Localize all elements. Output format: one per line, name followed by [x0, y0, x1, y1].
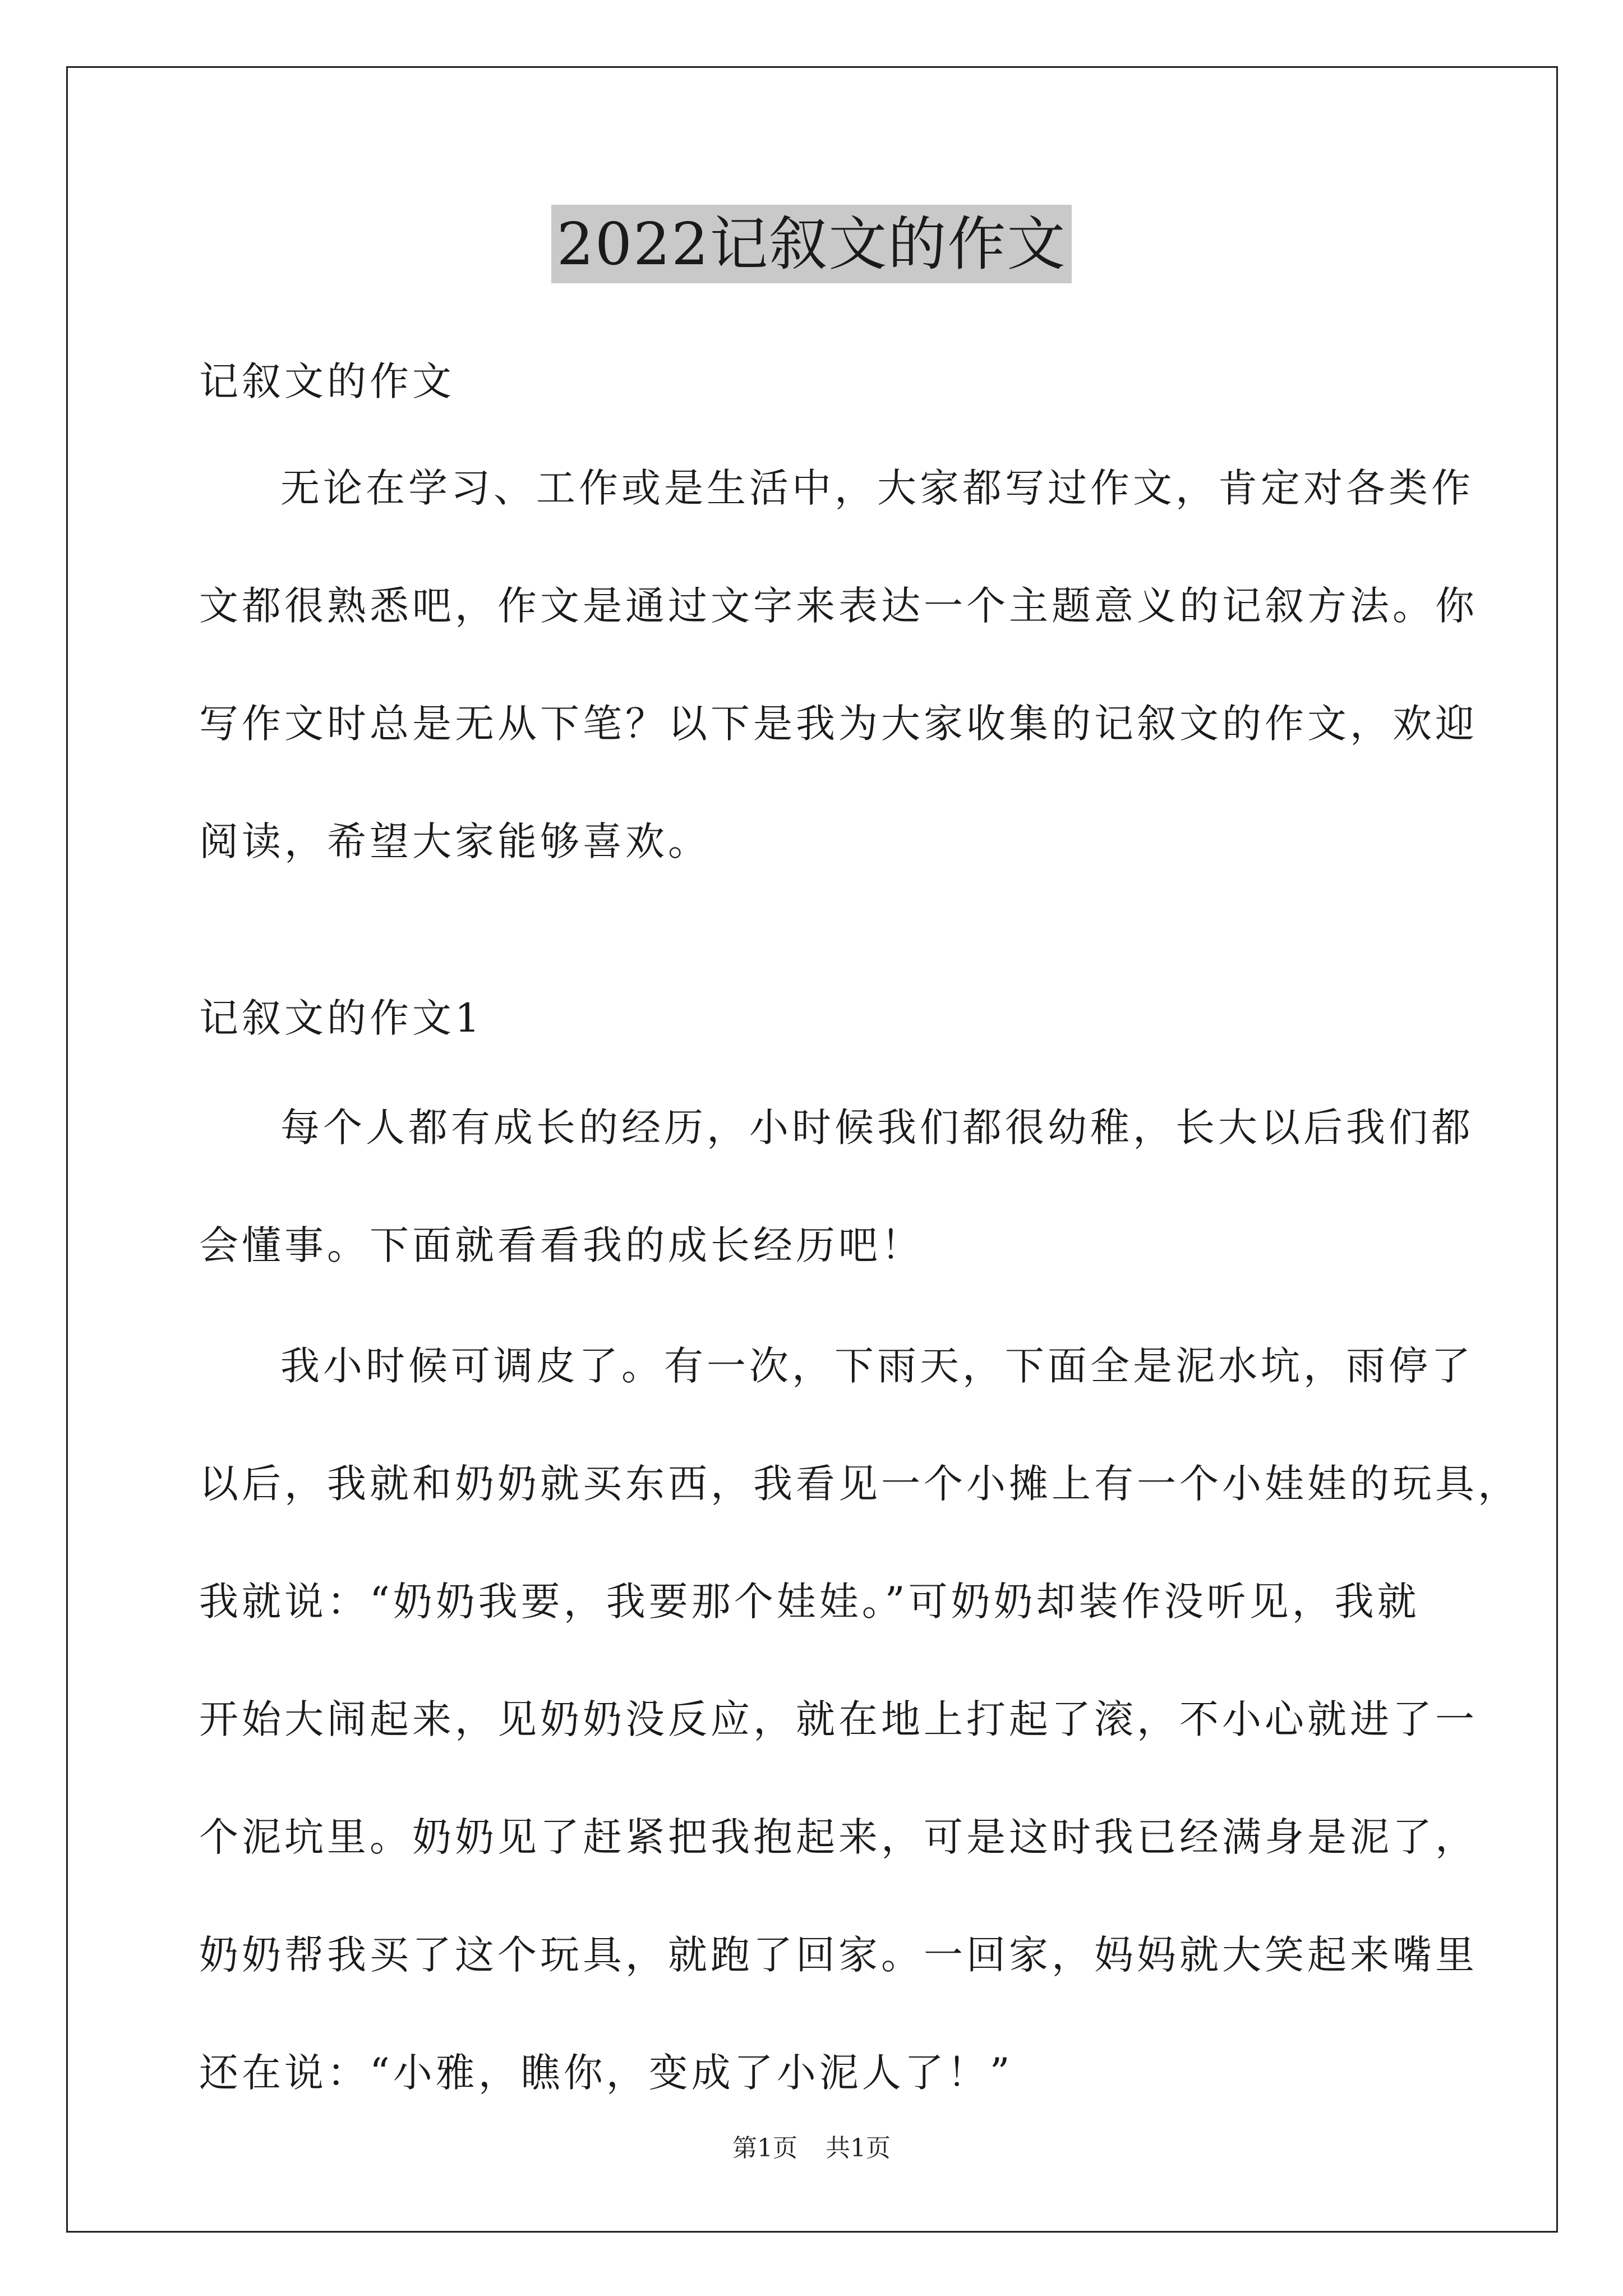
page-footer [0, 2132, 1623, 2165]
essay1-para2-line: 奶奶帮我买了这个玩具，就跑了回家。一回家，妈妈就大笑起来嘴里 [199, 1932, 1478, 1978]
document-title: 2022记叙文的作文 [551, 205, 1072, 283]
page-number-current: 第1页 [732, 2134, 797, 2162]
essay1-para2-line: 我就说：“奶奶我要，我要那个娃娃。”可奶奶却装作没听见，我就 [199, 1579, 1420, 1625]
essay1-paragraph-1 [199, 1069, 1474, 1304]
essay1-para2-line: 还在说：“小雅，瞧你，变成了小泥人了！” [199, 2050, 1013, 2096]
section-heading-block [199, 323, 1467, 440]
page-number-total: 共1页 [826, 2134, 891, 2162]
essay1-para1-line: 会懂事。下面就看看我的成长经历吧！ [199, 1222, 924, 1268]
section-heading: 记叙文的作文 [199, 358, 455, 404]
intro-line: 文都很熟悉吧，作文是通过文字来表达一个主题意义的记叙方法。你 [199, 583, 1478, 629]
essay1-para2-line: 开始大闹起来，见奶奶没反应，就在地上打起了滚，不小心就进了一 [199, 1696, 1478, 1742]
intro-line: 阅读，希望大家能够喜欢。 [199, 818, 711, 864]
intro-paragraph [199, 429, 1478, 900]
essay1-para2-line: 我小时候可调皮了。有一次，下雨天，下面全是泥水坑，雨停了 [280, 1343, 1474, 1389]
essay1-heading: 记叙文的作文1 [199, 995, 483, 1041]
essay1-heading-block [199, 959, 1467, 1077]
intro-line: 无论在学习、工作或是生活中，大家都写过作文，肯定对各类作 [280, 465, 1474, 511]
essay1-para2-line: 个泥坑里。奶奶见了赶紧把我抱起来，可是这时我已经满身是泥了， [199, 1814, 1478, 1860]
essay1-para2-line: 以后，我就和奶奶就买东西，我看见一个小摊上有一个小娃娃的玩具， [199, 1461, 1520, 1507]
intro-line: 写作文时总是无从下笔？以下是我为大家收集的记叙文的作文，欢迎 [199, 701, 1478, 747]
essay1-paragraph-2 [199, 1307, 1520, 2132]
essay1-para1-line: 每个人都有成长的经历，小时候我们都很幼稚，长大以后我们都 [280, 1105, 1474, 1151]
title-container [0, 205, 1623, 283]
